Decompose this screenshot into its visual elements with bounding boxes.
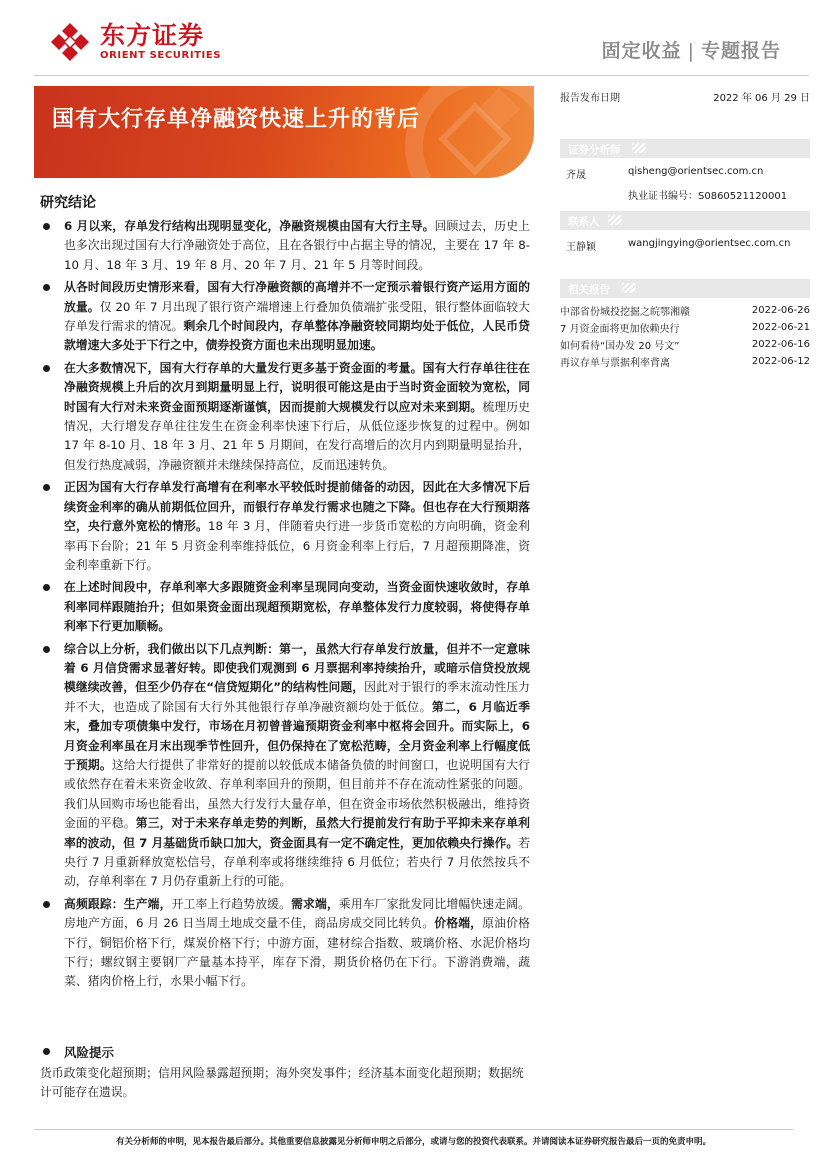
- header-stripe-icon: [622, 283, 636, 293]
- related-report-date: 2022-06-12: [751, 356, 810, 367]
- disclaimer-footer: 有关分析师的申明，见本报告最后部分。其他重要信息披露见分析师申明之后部分，或请与您的投资代表联系。并请阅读本证券研究报告最后一页的免责申明。: [115, 1137, 711, 1147]
- analyst-cert: 执业证书编号：S0860521120001: [628, 191, 788, 202]
- contacts-header: [560, 211, 810, 230]
- company-logo: [48, 22, 221, 62]
- analyst-name: 齐晟: [566, 170, 586, 181]
- text-run: 若央行 7 月重新释放宽松信号，存单利率或将继续维持 6 月低位；若央行 7 月依然按兵不动，存单利率在 7 月仍存重新上行的可能。: [64, 835, 530, 889]
- text-run: 因此对于银行的季末流动性压力并不大，也造成了除国有大行外其他银行存单净融资额均处于低位。: [64, 680, 530, 714]
- text-run: 乘用车厂家批发同比增幅快速走阔。房地产方面，6 月 26 日当周土地成交量不佳，商品房成交同比转负。: [64, 896, 530, 931]
- conclusion-item: [40, 359, 530, 478]
- analyst-row: [560, 166, 810, 181]
- related-report-title[interactable]: 再议存单与票据利率背离: [560, 358, 670, 369]
- conclusion-item: [40, 278, 530, 359]
- conclusion-list: [40, 217, 530, 995]
- text-run: 原油价格下行，铜铝价格下行，煤炭价格下行；中游方面，建材综合指数、玻璃价格、水泥价格均下行；螺纹钢主要钢厂产量基本持平，库存下滑，期货价格仍在下行。下游消费端，蔬菜、猪肉价格上行，水果小幅下行。: [64, 916, 530, 989]
- bold-text-run: 综合以上分析，我们做出以下几点判断：第一，虽然大行存单发行放量，但并不一定意味着 6 月信贷需求显著好转。即使我们观测到 6 月票据利率持续抬升，或暗示信贷投放规模继续改善，但至少仍存在“信贷短期化”的结构性问题，: [64, 641, 530, 695]
- conclusion-item: [40, 217, 530, 278]
- bold-text-run: 第三，对于未来存单走势的判断，虽然大行提前发行有助于平抑未来存单利率的波动，但 7 月基础货币缺口加大，资金面具有一定不确定性，更加依赖央行操作。: [64, 816, 530, 850]
- report-type-label: 专题报告: [700, 40, 781, 62]
- text-run: 回顾过去，历史上也多次出现过国有大行净融资处于高位，且在各银行中占据主导的情况，主要在 17 年 8-10 月、18 年 3 月、19 年 8 月、20 年 7 月、21 年 5 月等时间段。: [64, 219, 530, 272]
- related-report-date: 2022-06-16: [751, 339, 810, 350]
- company-name-cn: 东方证券: [100, 21, 205, 50]
- analyst-cert-row: [560, 187, 810, 202]
- text-run: 开工率上行趋势放缓。: [171, 896, 292, 911]
- related-report-title[interactable]: 中部省份城投挖掘之皖鄂湘赣: [560, 307, 690, 318]
- related-reports-header-label: 相关报告: [568, 284, 610, 296]
- analyst-block: [560, 166, 810, 202]
- document-type: [602, 36, 781, 63]
- bold-text-run: 需求端，: [291, 896, 339, 911]
- bold-text-run: 在大多数情况下，国有大行存单的大量发行更多基于资金面的考量。国有大行存单往往在净融资规模上升后的次月到期量明显上行，说明很可能这是由于当时资金面较为宽松，同时国有大行对未来资金面预期逐渐谨慎，因而提前大规模发行以应对未来到期。: [64, 360, 530, 414]
- related-report-item[interactable]: [560, 302, 810, 319]
- publish-date-label: 报告发布日期: [560, 93, 620, 104]
- bold-text-run: 6 月以来，存单发行结构出现明显变化，净融资规模由国有大行主导。: [64, 219, 435, 233]
- bold-text-run: 第二，6 月临近季末，叠加专项债集中发行，市场在月初曾普遍预期资金利率中枢将会回升。而实际上，6 月资金利率虽在月末出现季节性回升，但仍保持在了宽松范畴，全月资金利率上行幅度低于预期。: [64, 699, 530, 772]
- contacts-header-label: 联系人: [568, 216, 600, 228]
- conclusion-item: [40, 578, 530, 639]
- header-stripe-icon: [608, 215, 622, 225]
- related-report-title[interactable]: 如何看待“国办发 20 号文”: [560, 341, 680, 352]
- analysts-header-label: 证券分析师: [568, 144, 621, 156]
- conclusion-item: [40, 478, 530, 578]
- related-reports-header: [560, 279, 810, 298]
- contact-block: [560, 238, 810, 253]
- bold-text-run: 剩余几个时间段内，存单整体净融资较同期均处于低位，人民币贷款增速大多处于下行之中，债券投资方面也未出现明显加速。: [64, 319, 530, 353]
- related-report-date: 2022-06-21: [751, 322, 810, 333]
- bold-text-run: 在上述时间段中，存单利率大多跟随资金利率呈现同向变动，当资金面快速收敛时，存单利率同样跟随抬升；但如果资金面出现超预期宽松，存单整体发行力度较弱，将使得存单利率下行更加顺畅。: [64, 580, 530, 634]
- related-report-item[interactable]: [560, 336, 810, 353]
- text-run: 这给大行提供了非常好的提前以较低成本储备负债的时间窗口，也说明国有大行或依然存在着未来资金收敛、存单利率回升的预期，但目前并不存在流动性紧张的问题。我们从回购市场也能看出，虽然大行发行大量存单，但在资金市场依然积极融出，维持资金面的平稳。: [64, 757, 530, 831]
- bold-text-run: 正因为国有大行存单发行高增有在利率水平较低时提前储备的动因，因此在大多情况下后续资金利率的确从前期低位回升，而银行存单发行需求也随之下降。但也存在大行预期落空，央行意外宽松的情形。: [64, 480, 530, 534]
- related-reports-list: [560, 302, 810, 370]
- text-run: 18 年 3 月，伴随着央行进一步货币宽松的方向明确，资金利率再下台阶；21 年 5 月资金利率维持低位，6 月资金利率上行后，7 月超预期降准，资金利率重新下行。: [64, 519, 530, 572]
- contact-row: [560, 238, 810, 253]
- footer-divider: [34, 1129, 793, 1130]
- contact-email[interactable]: wangjingying@orientsec.com.cn: [628, 238, 791, 249]
- related-report-title[interactable]: 7 月资金面将更加依赖央行: [560, 324, 680, 335]
- contact-name: 王静颖: [566, 242, 596, 253]
- orient-logo-icon: [48, 22, 92, 62]
- title-banner: [34, 86, 534, 178]
- bold-text-run: 从各时间段历史情形来看，国有大行净融资额的高增并不一定预示着银行资产运用方面的放量。: [64, 280, 530, 314]
- conclusion-heading: 研究结论: [40, 195, 96, 211]
- header-divider: [34, 75, 809, 76]
- company-name-en: ORIENT SECURITIES: [100, 50, 222, 61]
- related-report-date: 2022-06-26: [751, 305, 810, 316]
- analysts-header: [560, 139, 810, 158]
- header-stripe-icon: [632, 143, 646, 153]
- category-label: 固定收益: [601, 40, 682, 62]
- bold-text-run: 高频跟踪：生产端，: [64, 896, 172, 911]
- publish-date-value: 2022 年 06 月 29 日: [713, 93, 810, 104]
- text-run: 仅 20 年 7 月出现了银行资产端增速上行叠加负债端扩张受阻，银行整体面临较大存单发行需求的情况。: [64, 299, 530, 334]
- conclusion-item: [40, 640, 530, 895]
- related-report-item[interactable]: [560, 319, 810, 336]
- text-run: 梳理历史情况，大行增发存单往往发生在资金利率快速下行后，从低位逐步恢复的过程中。例如 17 年 8-10 月、18 年 3 月、21 年 5 月期间，在发行高增后的次月内到期量明显抬升，但发行热度减弱，净融资额并未继续保持高位，反而迅速转负。: [64, 399, 530, 472]
- analyst-email[interactable]: qisheng@orientsec.com.cn: [628, 166, 764, 177]
- publish-date-row: [560, 89, 810, 104]
- conclusion-item: [40, 895, 530, 995]
- risk-heading: 风险提示: [40, 1043, 114, 1061]
- category-separator: |: [687, 40, 695, 62]
- risk-text: 货币政策变化超预期；信用风险暴露超预期；海外突发事件；经济基本面变化超预期；数据统计可能存在遗误。: [40, 1066, 524, 1099]
- related-report-item[interactable]: [560, 353, 810, 370]
- report-title: 国有大行存单净融资快速上升的背后: [52, 107, 421, 132]
- bold-text-run: 价格端，: [434, 916, 483, 931]
